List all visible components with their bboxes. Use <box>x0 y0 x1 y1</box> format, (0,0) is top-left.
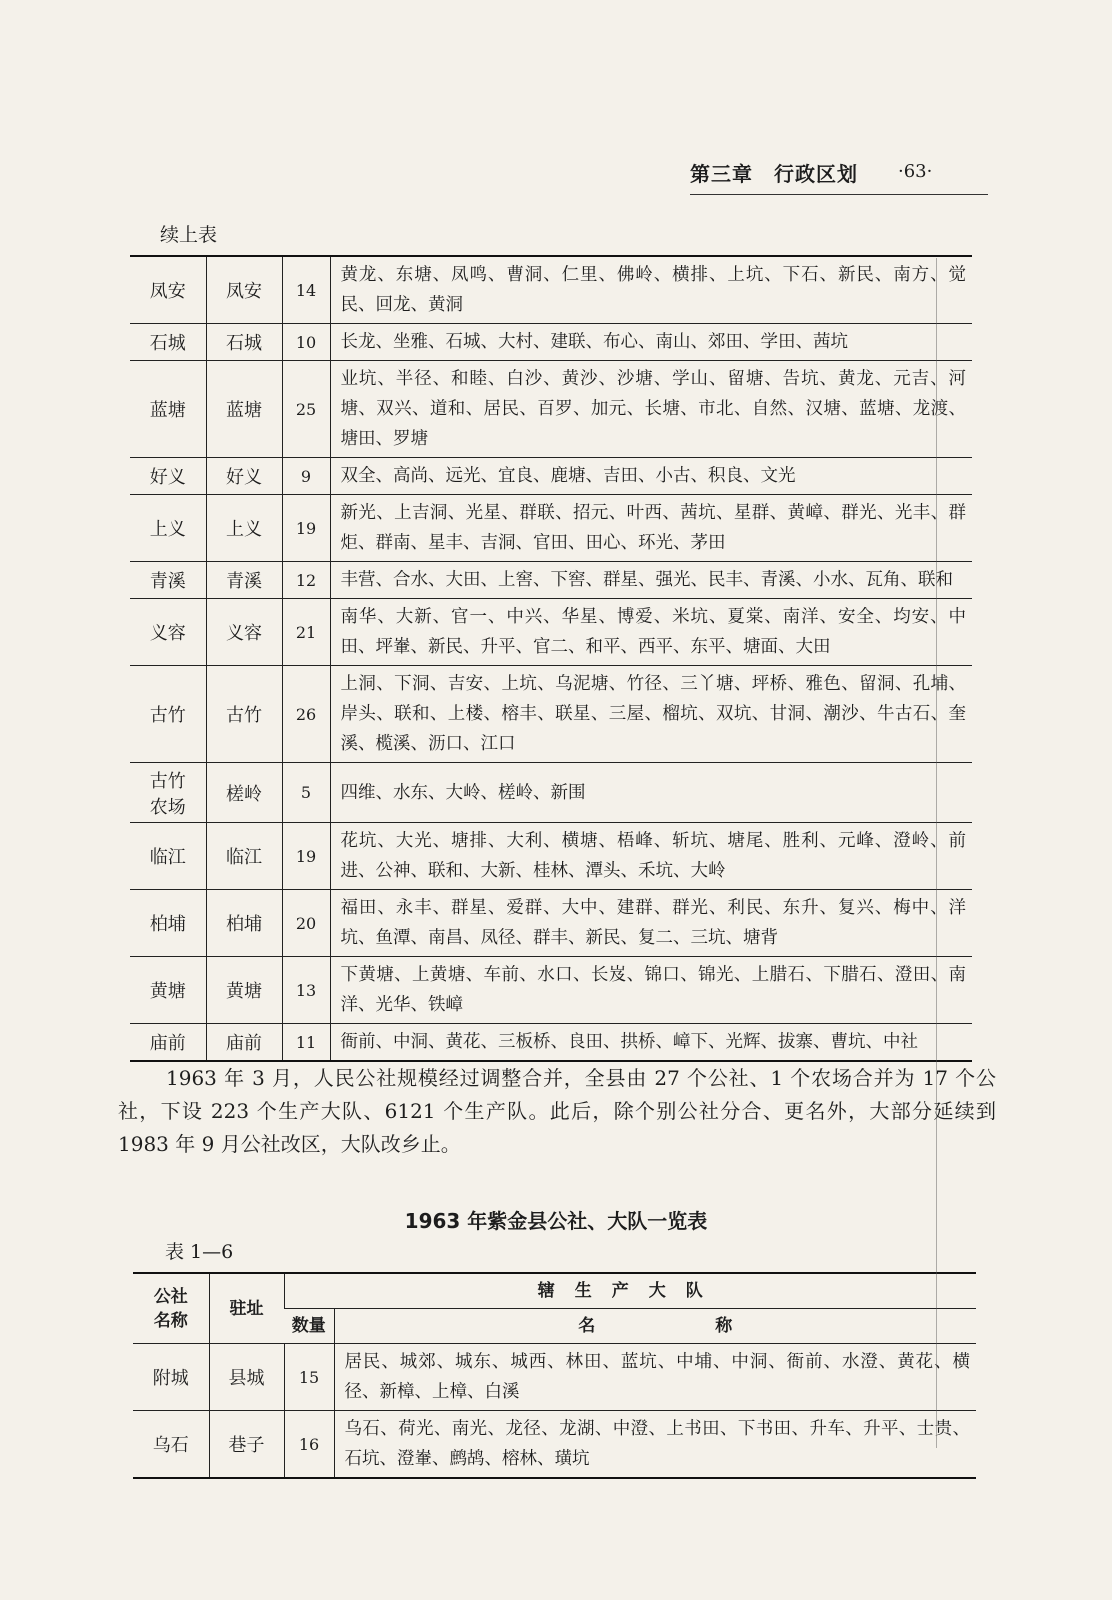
table-row <box>130 324 972 361</box>
table-row <box>130 562 972 599</box>
table-row <box>133 1411 976 1479</box>
brigade-names-cell: 黄龙、东塘、凤鸣、曹洞、仁里、佛岭、横排、上坑、下石、新民、南方、觉民、回龙、黄洞 <box>330 256 972 324</box>
seat-cell: 蓝塘 <box>206 361 282 458</box>
brigade-count-cell: 19 <box>282 823 330 890</box>
table-row <box>130 256 972 324</box>
brigade-names-cell: 衙前、中洞、黄花、三板桥、良田、拱桥、嶂下、光辉、拔寨、曹坑、中社 <box>330 1024 972 1062</box>
seat-cell: 槎岭 <box>206 763 282 823</box>
commune-name-cell: 古竹 <box>130 666 206 763</box>
brigade-names-cell: 上洞、下洞、吉安、上坑、乌泥塘、竹径、三丫塘、坪桥、雅色、留洞、孔埔、岸头、联和、上楼、榕丰、联星、三屋、榴坑、双坑、甘洞、潮沙、牛古石、奎溪、榄溪、沥口、江口 <box>330 666 972 763</box>
brigade-names-cell: 花坑、大光、塘排、大利、横塘、梧峰、斩坑、塘尾、胜利、元峰、澄岭、前进、公神、联和、大新、桂林、潭头、禾坑、大岭 <box>330 823 972 890</box>
brigade-count-cell: 14 <box>282 256 330 324</box>
page-number: ·63· <box>898 161 933 182</box>
brigade-count-cell: 10 <box>282 324 330 361</box>
chapter-title: 第三章 行政区划 <box>690 162 858 186</box>
brigade-count-cell: 16 <box>284 1411 334 1479</box>
brigade-names-cell: 长龙、坐雅、石城、大村、建联、布心、南山、郊田、学田、茜坑 <box>330 324 972 361</box>
brigade-count-cell: 11 <box>282 1024 330 1062</box>
commune-name-cell: 乌石 <box>133 1411 209 1479</box>
brigade-names-cell: 福田、永丰、群星、爱群、大中、建群、群光、利民、东升、复兴、梅中、洋坑、鱼潭、南昌、凤径、群丰、新民、复二、三坑、塘背 <box>330 890 972 957</box>
commune-name-cell: 庙前 <box>130 1024 206 1062</box>
table-row <box>130 666 972 763</box>
commune-name-cell: 柏埔 <box>130 890 206 957</box>
table-row <box>130 1024 972 1062</box>
brigade-names-cell: 下黄塘、上黄塘、车前、水口、长岌、锦口、锦光、上腊石、下腊石、澄田、南洋、光华、铁嶂 <box>330 957 972 1024</box>
body-paragraph: 1963 年 3 月，人民公社规模经过调整合并，全县由 27 个公社、1 个农场合并为 17 个公社，下设 223 个生产大队、6121 个生产队。此后，除个别公社分合、更名外，大部分延续到 1983 年 9 月公社改区，大队改乡止。 <box>118 1066 996 1156</box>
brigade-count-cell: 12 <box>282 562 330 599</box>
running-header <box>690 158 990 187</box>
seat-cell: 义容 <box>206 599 282 666</box>
table-caption: 续上表 <box>160 224 218 246</box>
brigade-count-cell: 19 <box>282 495 330 562</box>
header-names-right: 称 <box>715 1316 733 1336</box>
header-seat: 驻址 <box>209 1273 284 1344</box>
commune-name-cell: 好义 <box>130 458 206 495</box>
commune-table-continued <box>130 255 972 1062</box>
header-count: 数量 <box>284 1309 334 1344</box>
commune-name-cell: 上义 <box>130 495 206 562</box>
seat-cell: 好义 <box>206 458 282 495</box>
table-row <box>130 458 972 495</box>
commune-name-cell: 凤安 <box>130 256 206 324</box>
brigade-names-cell: 业坑、半径、和睦、白沙、黄沙、沙塘、学山、留塘、告坑、黄龙、元吉、河塘、双兴、道和、居民、百罗、加元、长塘、市北、自然、汉塘、蓝塘、龙渡、塘田、罗塘 <box>330 361 972 458</box>
seat-cell: 黄塘 <box>206 957 282 1024</box>
brigade-count-cell: 13 <box>282 957 330 1024</box>
brigade-count-cell: 5 <box>282 763 330 823</box>
commune-name-cell: 黄塘 <box>130 957 206 1024</box>
table-row <box>130 495 972 562</box>
table-row <box>130 763 972 823</box>
commune-name-cell: 蓝塘 <box>130 361 206 458</box>
table-title: 1963 年紫金县公社、大队一览表 <box>404 1209 708 1233</box>
header-rule <box>690 194 988 195</box>
header-names-left: 名 <box>578 1316 596 1336</box>
header-brigades: 辖生产大队 <box>284 1273 976 1309</box>
seat-cell: 古竹 <box>206 666 282 763</box>
header-commune-name: 公社 名称 <box>133 1273 209 1344</box>
brigade-names-cell: 居民、城郊、城东、城西、林田、蓝坑、中埔、中洞、衙前、水澄、黄花、横径、新樟、上樟、白溪 <box>334 1344 976 1411</box>
table-row <box>130 890 972 957</box>
seat-cell: 县城 <box>209 1344 284 1411</box>
brigade-count-cell: 20 <box>282 890 330 957</box>
table-row <box>130 599 972 666</box>
commune-name-cell: 附城 <box>133 1344 209 1411</box>
seat-cell: 巷子 <box>209 1411 284 1479</box>
brigade-count-cell: 26 <box>282 666 330 763</box>
table-label: 表 1—6 <box>165 1241 234 1263</box>
commune-name-cell: 青溪 <box>130 562 206 599</box>
brigade-count-cell: 15 <box>284 1344 334 1411</box>
brigade-names-cell: 南华、大新、官一、中兴、华星、博爱、米坑、夏棠、南洋、安全、均安、中田、坪輋、新民、升平、官二、和平、西平、东平、塘面、大田 <box>330 599 972 666</box>
seat-cell: 凤安 <box>206 256 282 324</box>
brigade-count-cell: 9 <box>282 458 330 495</box>
brigade-names-cell: 双全、高尚、远光、宜良、鹿塘、吉田、小古、积良、文光 <box>330 458 972 495</box>
brigade-names-cell: 丰营、合水、大田、上窖、下窖、群星、强光、民丰、青溪、小水、瓦角、联和 <box>330 562 972 599</box>
seat-cell: 上义 <box>206 495 282 562</box>
commune-brigade-table-1963 <box>133 1272 976 1479</box>
scan-artifact-line <box>936 258 937 1448</box>
commune-name-cell: 石城 <box>130 324 206 361</box>
seat-cell: 临江 <box>206 823 282 890</box>
brigade-names-cell: 乌石、荷光、南光、龙径、龙湖、中澄、上书田、下书田、升车、升平、士贵、石坑、澄輋、鹧鸪、榕林、璜坑 <box>334 1411 976 1479</box>
brigade-names-cell: 四维、水东、大岭、槎岭、新围 <box>330 763 972 823</box>
table-row <box>133 1344 976 1411</box>
header-names <box>334 1309 976 1344</box>
seat-cell: 柏埔 <box>206 890 282 957</box>
seat-cell: 青溪 <box>206 562 282 599</box>
commune-name-cell: 义容 <box>130 599 206 666</box>
table-row <box>130 361 972 458</box>
table-row <box>130 957 972 1024</box>
brigade-names-cell: 新光、上吉洞、光星、群联、招元、叶西、茜坑、星群、黄嶂、群光、光丰、群炬、群南、星丰、吉洞、官田、田心、环光、茅田 <box>330 495 972 562</box>
brigade-count-cell: 25 <box>282 361 330 458</box>
commune-name-cell: 临江 <box>130 823 206 890</box>
commune-name-cell: 古竹 农场 <box>130 763 206 823</box>
seat-cell: 庙前 <box>206 1024 282 1062</box>
seat-cell: 石城 <box>206 324 282 361</box>
brigade-count-cell: 21 <box>282 599 330 666</box>
table-row <box>130 823 972 890</box>
